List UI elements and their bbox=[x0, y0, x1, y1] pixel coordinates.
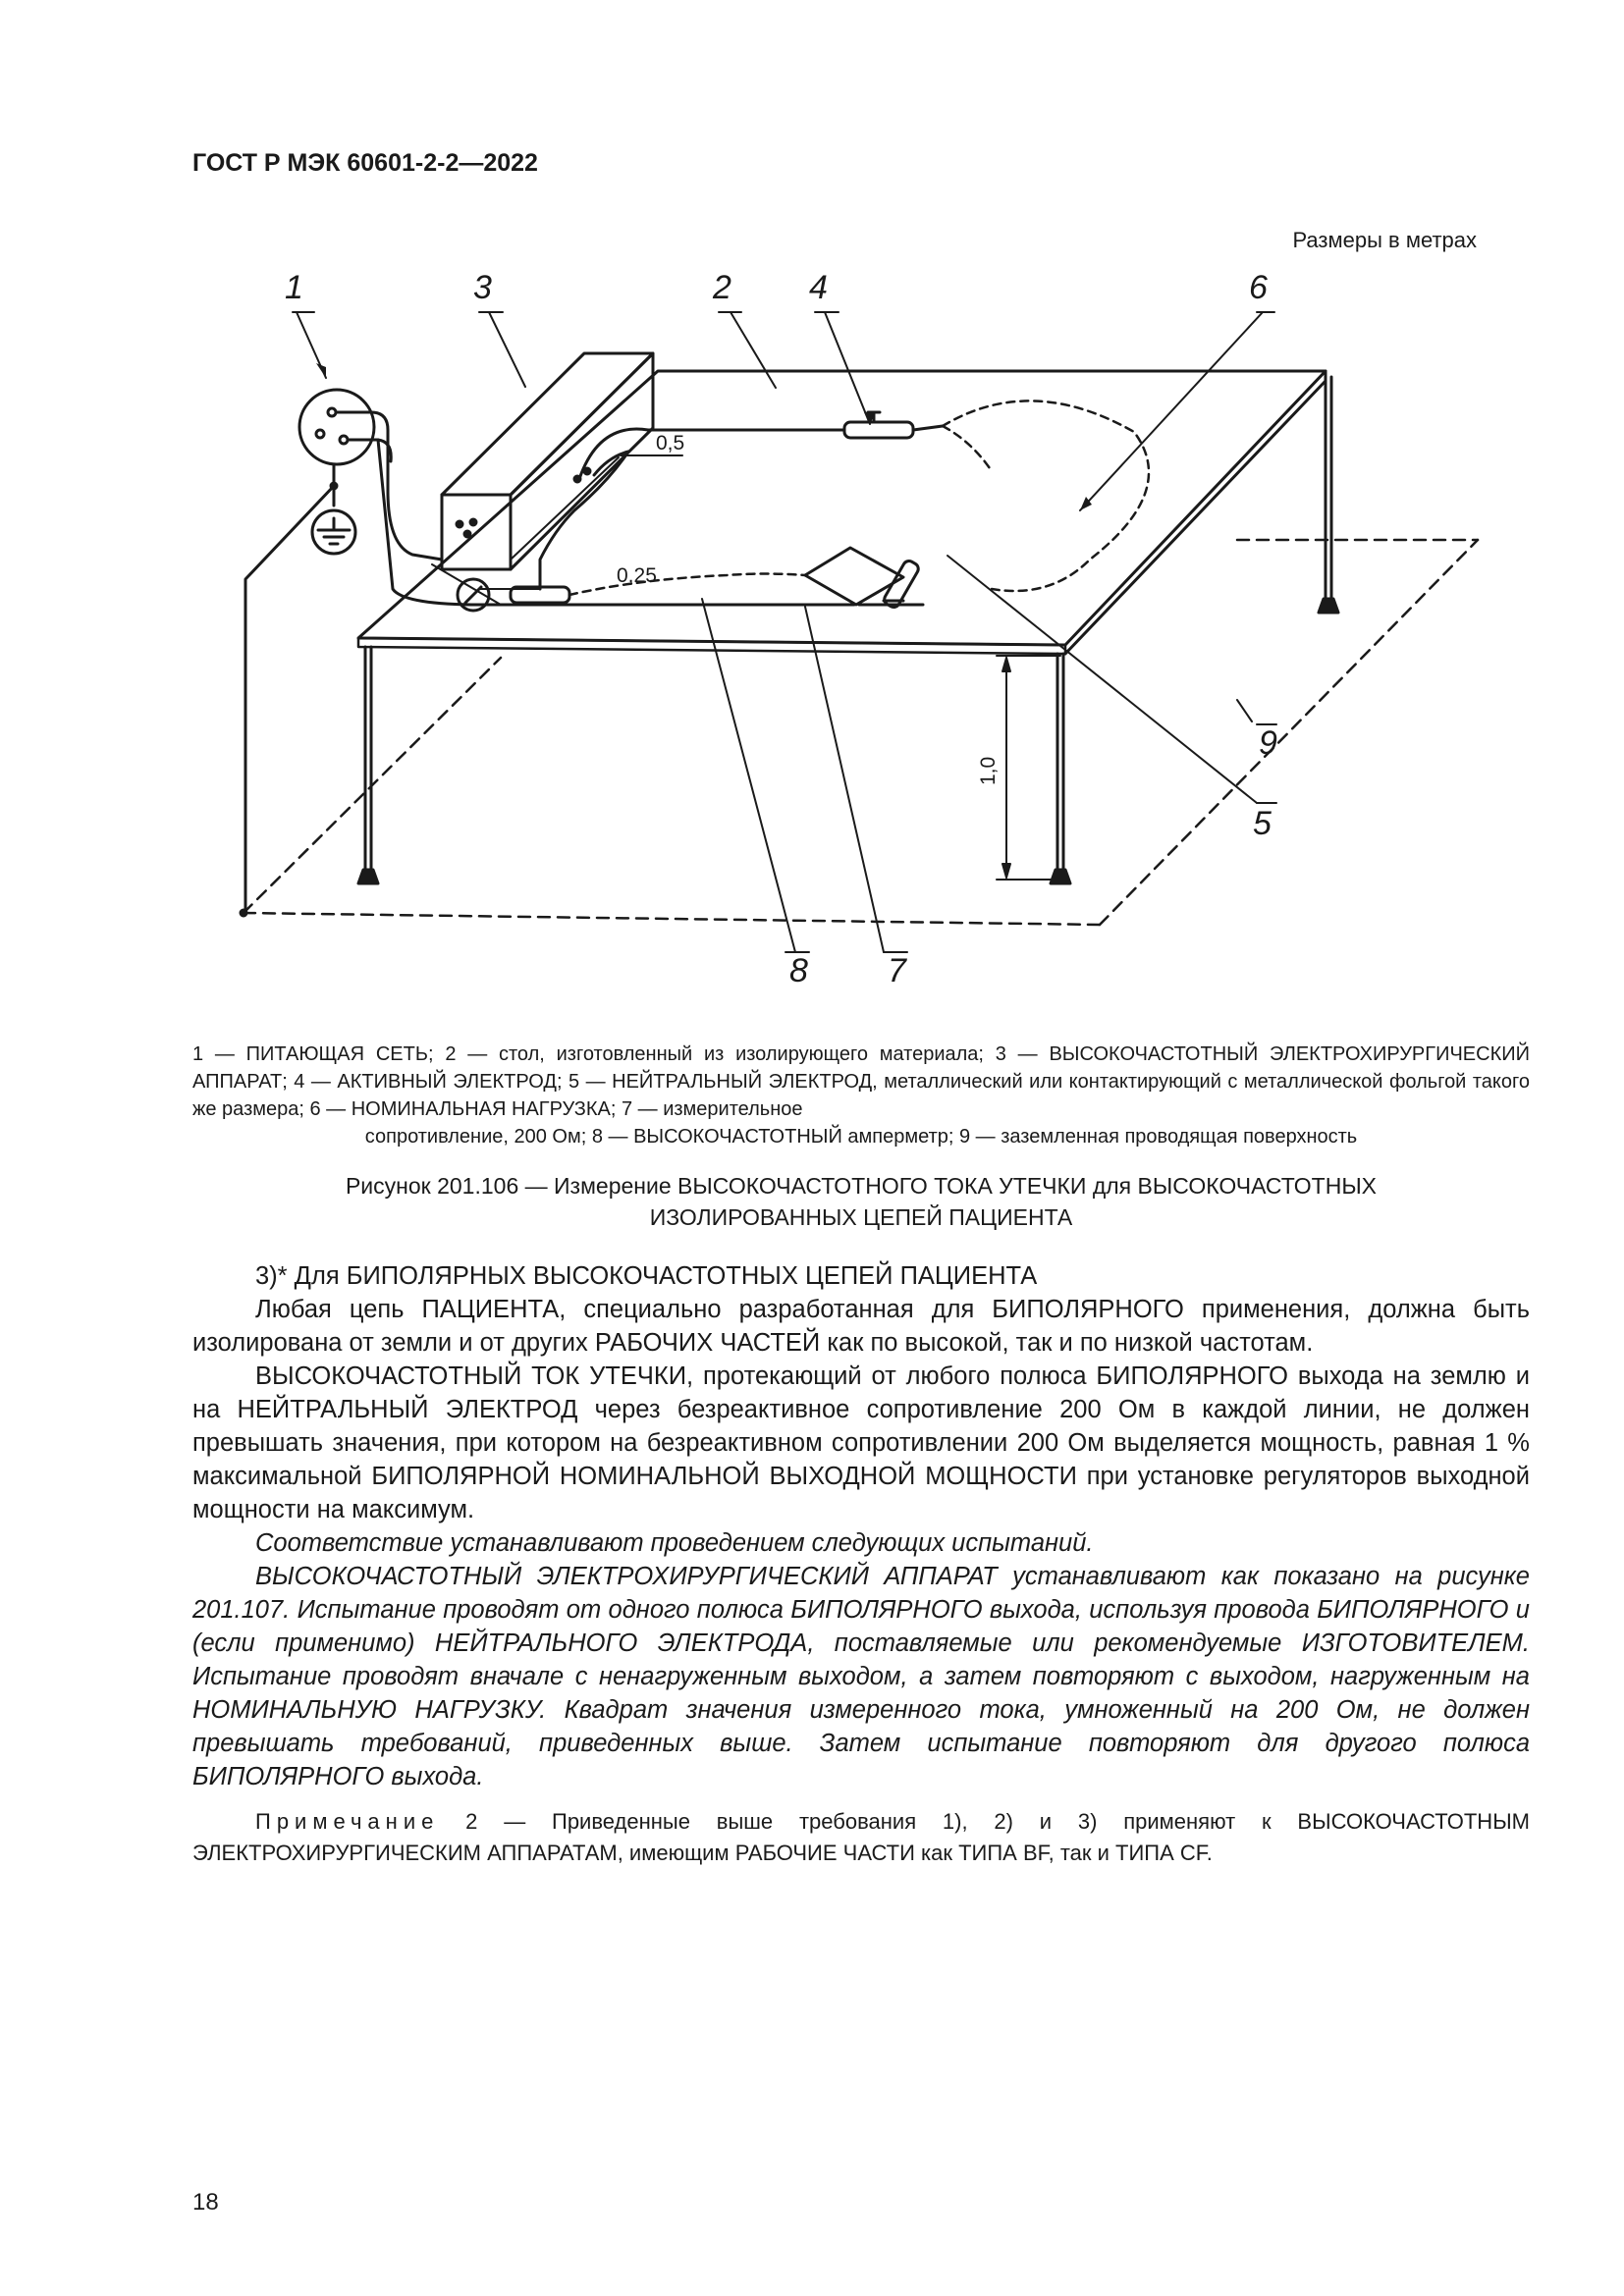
caption-line-2: ИЗОЛИРОВАННЫХ ЦЕПЕЙ ПАЦИЕНТА bbox=[649, 1204, 1073, 1230]
label-4: 4 bbox=[809, 269, 828, 306]
label-2: 2 bbox=[713, 269, 731, 306]
note-text: 2 — Приведенные выше требования 1), 2) и 3) применяют к ВЫСОКОЧАСТОТНЫМ ЭЛЕКТРОХИРУРГИЧЕСКИМ АППАРАТАМ, имеющим РАБОЧИЕ ЧАСТИ как ТИПА BF, так и ТИПА CF. bbox=[192, 1809, 1530, 1865]
compliance-paragraph: Соответствие устанавливают проведением следующих испытаний. bbox=[255, 1529, 1094, 1557]
mains-socket bbox=[241, 390, 442, 916]
label-6: 6 bbox=[1249, 269, 1268, 306]
label-7: 7 bbox=[888, 952, 906, 989]
leader-lines bbox=[293, 312, 1276, 952]
figure-caption bbox=[192, 1170, 1530, 1233]
dim-1-0: 1,0 bbox=[977, 756, 1000, 785]
document-header: ГОСТ Р МЭК 60601-2-2—2022 bbox=[192, 149, 538, 177]
units-note: Размеры в метрах bbox=[1292, 228, 1477, 252]
label-5: 5 bbox=[1253, 805, 1272, 842]
legend-text: 1 — ПИТАЮЩАЯ СЕТЬ; 2 — стол, изготовленный из изолирующего материала; 3 — ВЫСОКОЧАСТОТНЫЙ ЭЛЕКТРОХИРУРГИЧЕСКИЙ АППАРАТ; 4 — АКТИВНЫЙ ЭЛЕКТРОД; 5 — НЕЙТРАЛЬНЫЙ ЭЛЕКТРОД, металлический или контактирующий с металлической фольгой такого же размера; 6 — НОМИНАЛЬНАЯ НАГРУЗКА; 7 — измерительное bbox=[192, 1043, 1530, 1120]
neutral-electrode bbox=[805, 548, 903, 605]
legend-text-end: сопротивление, 200 Ом; 8 — ВЫСОКОЧАСТОТНЫЙ амперметр; 9 — заземленная проводящая поверхность bbox=[364, 1126, 1358, 1148]
dim-0-25: 0,25 bbox=[617, 564, 657, 587]
label-9: 9 bbox=[1259, 724, 1277, 762]
label-8: 8 bbox=[789, 952, 808, 989]
test-procedure-paragraph: ВЫСОКОЧАСТОТНЫЙ ЭЛЕКТРОХИРУРГИЧЕСКИЙ АППАРАТ устанавливают как показано на рисунке 201.107. Испытание проводят от одного полюса БИПОЛЯРНОГО выхода, используя провода БИПОЛЯРНОГО и (если применимо) НЕЙТРАЛЬНОГО ЭЛЕКТРОДА, поставляемые или рекомендуемые ИЗГОТОВИТЕЛЕМ. Испытание проводят вначале с ненагруженным выходом, а затем повторяют с выходом, нагруженным на НОМИНАЛЬНУЮ НАГРУЗКУ. Квадрат значения измеренного тока, умноженный на 200 Ом, не должен превышать требований, приведенных выше. Затем испытание повторяют для другого полюса БИПОЛЯРНОГО выхода. bbox=[192, 1563, 1530, 1790]
body-text bbox=[192, 1259, 1530, 1793]
table bbox=[358, 371, 1338, 883]
note bbox=[192, 1806, 1530, 1869]
label-3: 3 bbox=[473, 269, 492, 306]
dim-0-5: 0,5 bbox=[656, 432, 685, 454]
figure-legend bbox=[192, 1041, 1530, 1150]
caption-line-1: Рисунок 201.106 — Измерение ВЫСОКОЧАСТОТНОГО ТОКА УТЕЧКИ для ВЫСОКОЧАСТОТНЫХ bbox=[345, 1173, 1378, 1199]
height-dimension bbox=[997, 656, 1060, 880]
note-label: Примечание bbox=[255, 1809, 440, 1834]
arrow-heads bbox=[316, 363, 1092, 510]
ground-plane bbox=[244, 540, 1478, 925]
label-1: 1 bbox=[285, 269, 303, 306]
section-heading: 3)* Для БИПОЛЯРНЫХ ВЫСОКОЧАСТОТНЫХ ЦЕПЕЙ ПАЦИЕНТА bbox=[255, 1262, 1038, 1290]
paragraph: Любая цепь ПАЦИЕНТА, специально разработанная для БИПОЛЯРНОГО применения, должна быть изолирована от земли и от других РАБОЧИХ ЧАСТЕЙ как по высокой, так и по низкой частотам. bbox=[192, 1296, 1530, 1357]
paragraph: ВЫСОКОЧАСТОТНЫЙ ТОК УТЕЧКИ, протекающий от любого полюса БИПОЛЯРНОГО выхода на землю и на НЕЙТРАЛЬНЫЙ ЭЛЕКТРОД через безреактивное сопротивление 200 Ом в каждой линии, не должен превышать значения, при котором на безреактивном сопротивлении 200 Ом выделяется мощность, равная 1 % максимальной БИПОЛЯРНОЙ НОМИНАЛЬНОЙ ВЫХОДНОЙ МОЩНОСТИ при установке регуляторов выходной мощности на максимум. bbox=[192, 1362, 1530, 1523]
test-setup-diagram bbox=[216, 265, 1492, 991]
page-number: 18 bbox=[192, 2189, 219, 2216]
active-electrode bbox=[844, 412, 943, 438]
